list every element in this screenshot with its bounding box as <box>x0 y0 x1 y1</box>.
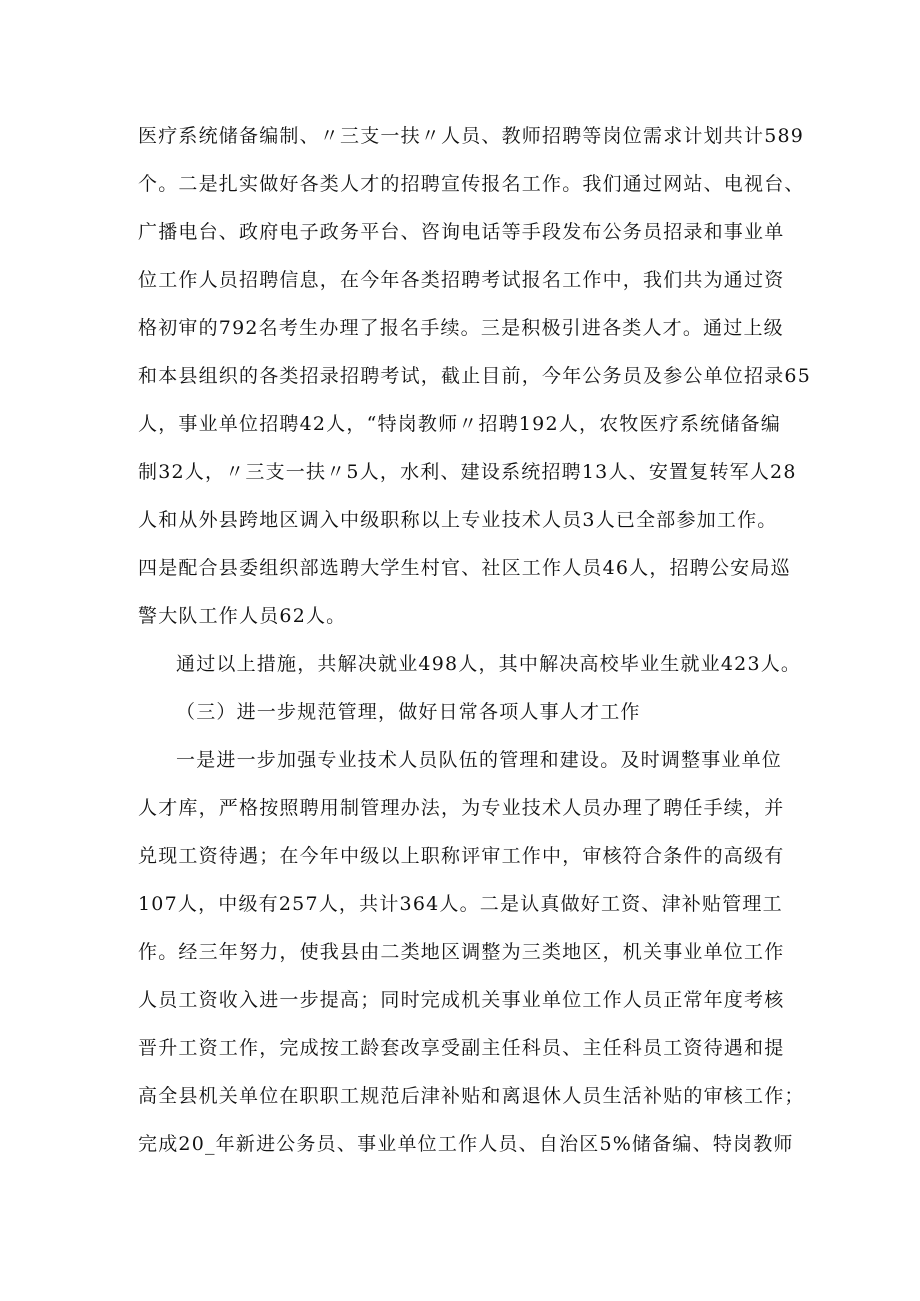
text-line: 完成20_年新进公务员、事业单位工作人员、自治区5%储备编、特岗教师 <box>138 1133 794 1155</box>
text-line: 格初审的792名考生办理了报名手续。三是积极引进各类人才。通过上级 <box>138 317 784 339</box>
text-line: 警大队工作人员62人。 <box>138 605 347 627</box>
text-line: 作。经三年努力，使我县由二类地区调整为三类地区，机关事业单位工作 <box>138 941 785 963</box>
text-line: 位工作人员招聘信息，在今年各类招聘考试报名工作中，我们共为通过资 <box>138 269 785 291</box>
document-body <box>138 112 811 1168</box>
text-line: 医疗系统储备编制、〃三支一扶〃人员、教师招聘等岗位需求计划共计589 <box>138 125 805 147</box>
text-line: 个。二是扎实做好各类人才的招聘宣传报名工作。我们通过网站、电视台、 <box>138 173 805 195</box>
text-line: 和本县组织的各类招录招聘考试，截止目前，今年公务员及参公单位招录65 <box>138 365 811 387</box>
text-line: 107人，中级有257人，共计364人。二是认真做好工资、津补贴管理工 <box>138 893 783 915</box>
text-line: 四是配合县委组织部选聘大学生村官、社区工作人员46人，招聘公安局巡 <box>138 557 791 579</box>
text-line: 人员工资收入进一步提高；同时完成机关事业单位工作人员正常年度考核 <box>138 989 785 1011</box>
summary-paragraph: 通过以上措施，共解决就业498人，其中解决高校毕业生就业423人。 <box>176 653 802 675</box>
paragraph-start-line: 一是进一步加强专业技术人员队伍的管理和建设。及时调整事业单位 <box>176 749 783 771</box>
text-line: 兑现工资待遇；在今年中级以上职称评审工作中，审核符合条件的高级有 <box>138 845 785 867</box>
text-line: 广播电台、政府电子政务平台、咨询电话等手段发布公务员招录和事业单 <box>138 221 785 243</box>
text-line: 高全县机关单位在职职工规范后津补贴和离退休人员生活补贴的审核工作； <box>138 1085 805 1107</box>
text-line: 晋升工资工作，完成按工龄套改享受副主任科员、主任科员工资待遇和提 <box>138 1037 785 1059</box>
text-line: 制32人，〃三支一扶〃5人，水利、建设系统招聘13人、安置复转军人28 <box>138 461 797 483</box>
text-line: 人才库，严格按照聘用制管理办法，为专业技术人员办理了聘任手续，并 <box>138 797 785 819</box>
text-line: 人和从外县跨地区调入中级职称以上专业技术人员3人已全部参加工作。 <box>138 509 778 531</box>
section-heading: （三）进一步规范管理，做好日常各项人事人才工作 <box>176 701 641 723</box>
text-line: 人，事业单位招聘42人，“特岗教师〃招聘192人，农牧医疗系统储备编 <box>138 413 781 435</box>
